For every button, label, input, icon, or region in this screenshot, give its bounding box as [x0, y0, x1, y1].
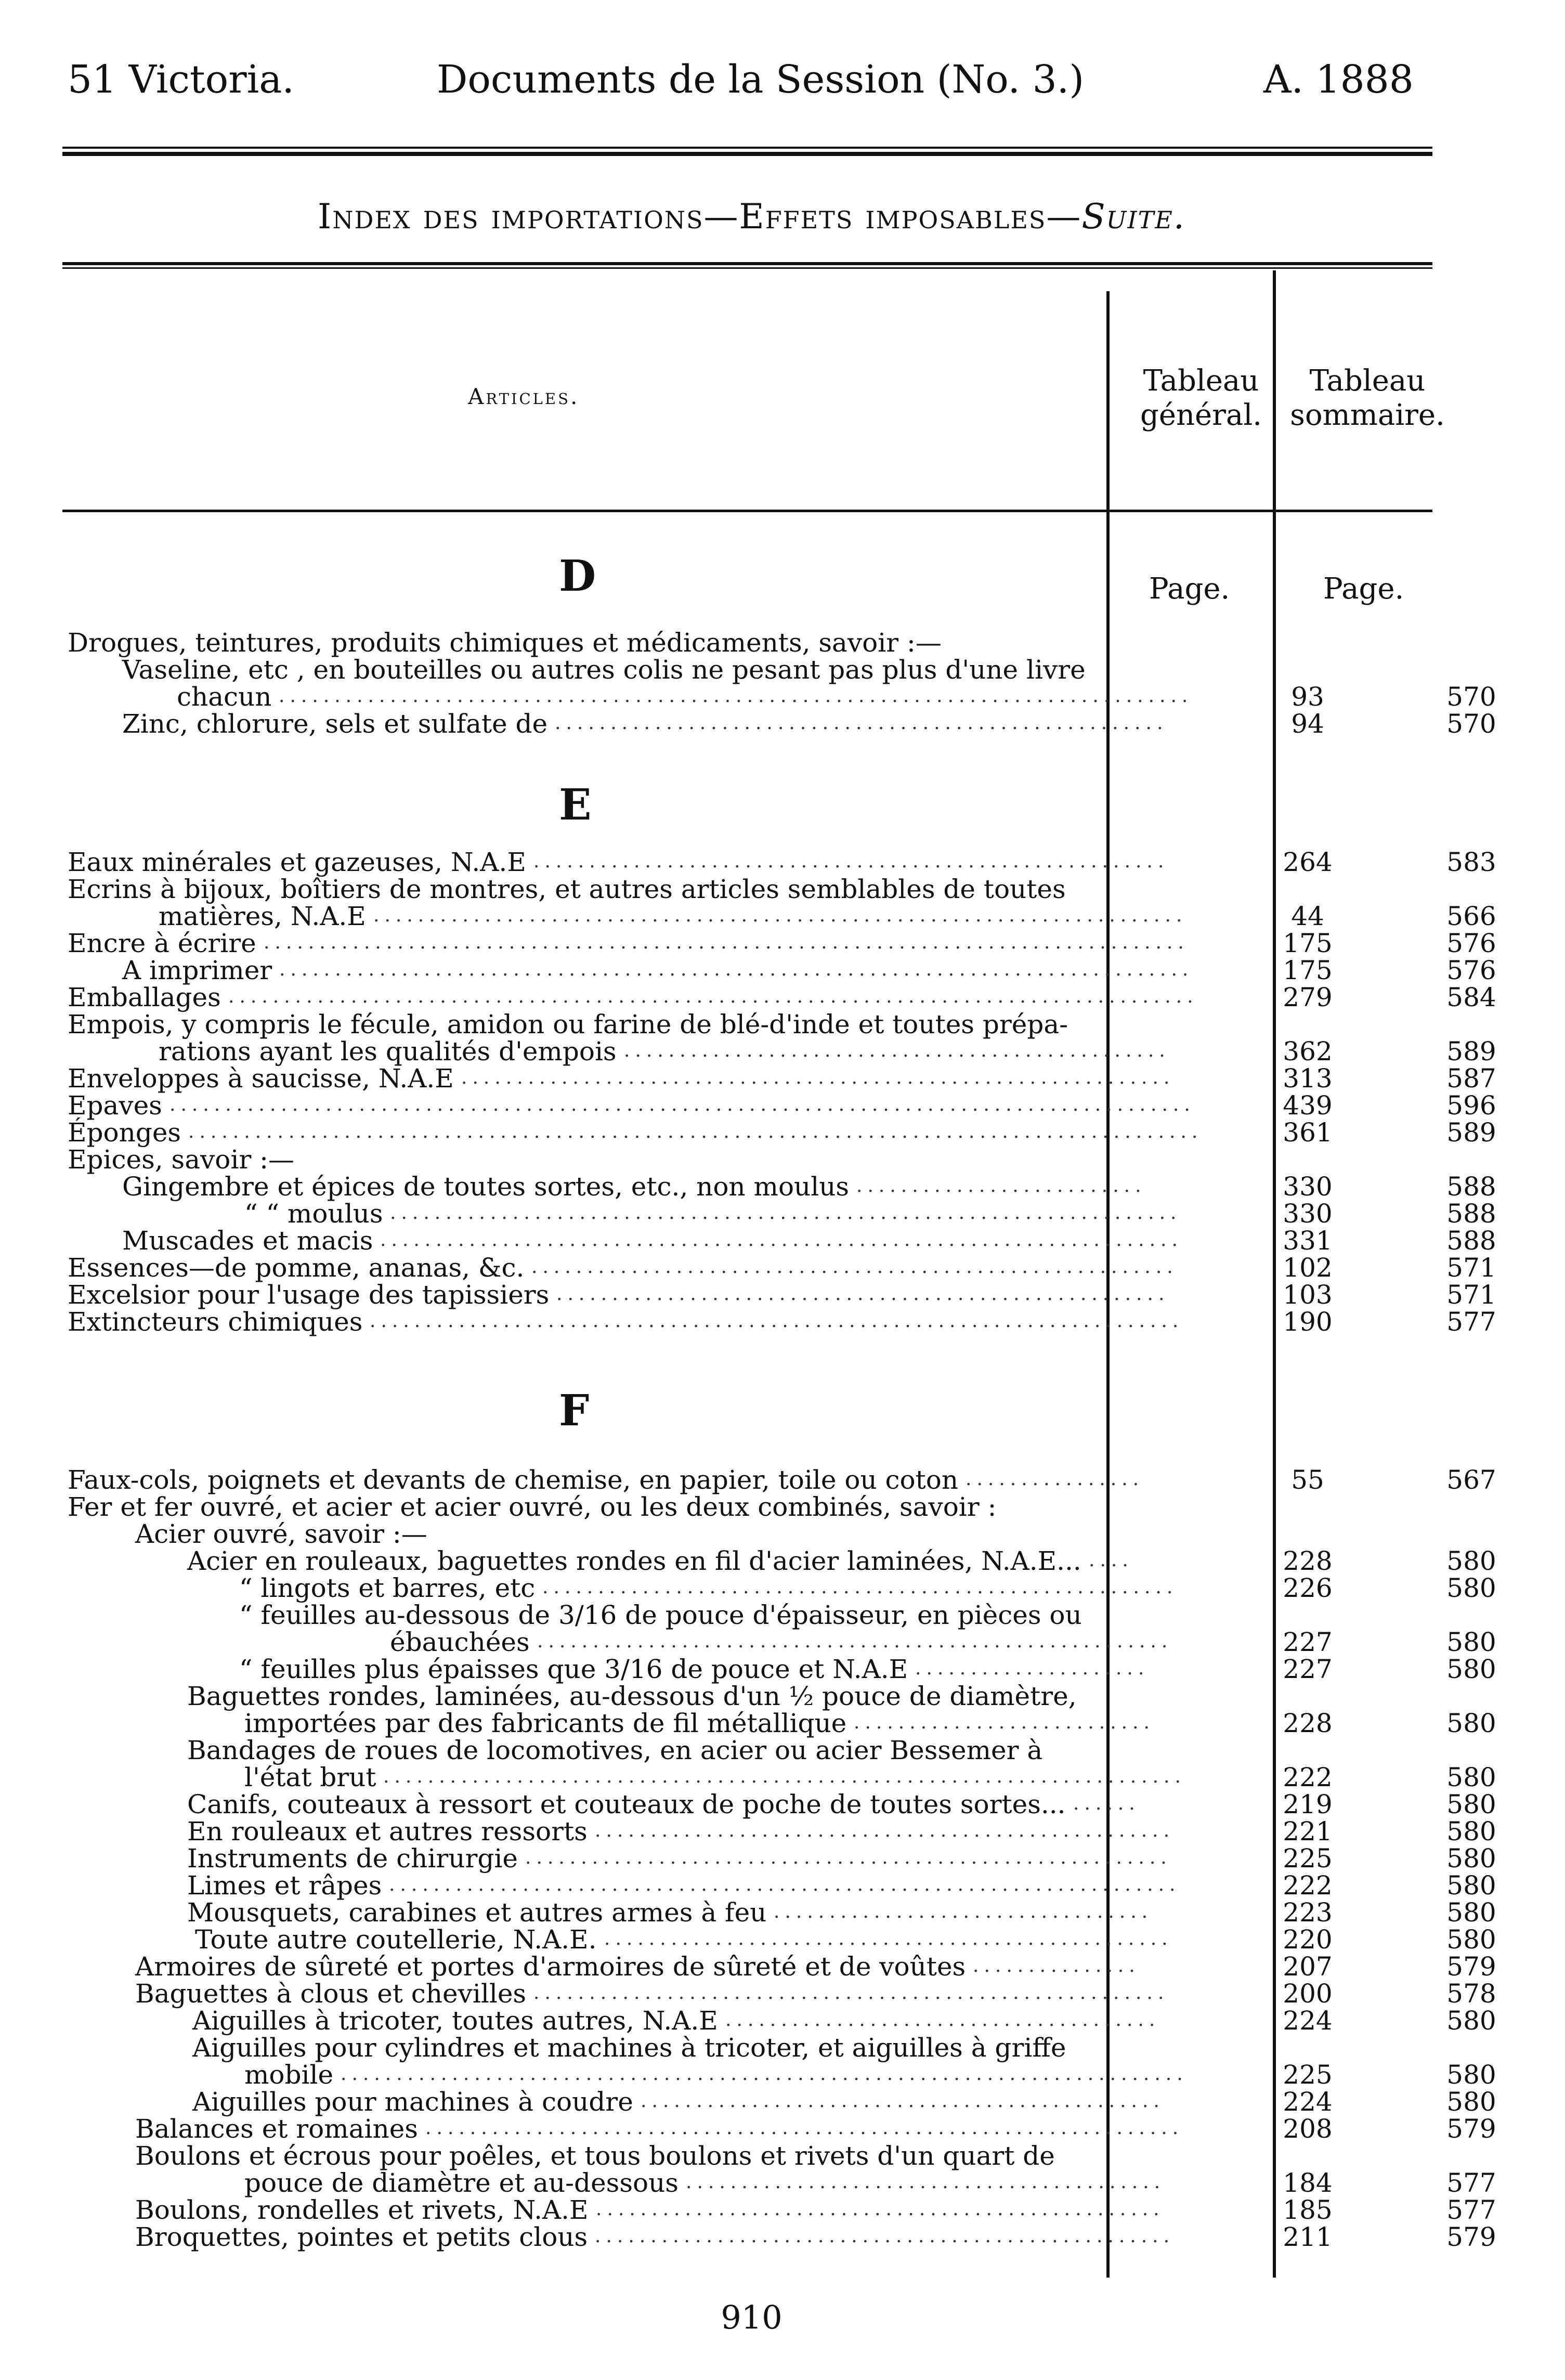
- summary-page-number: 584: [1446, 982, 1496, 1012]
- leader-dots: ........................................................................: [380, 1229, 1183, 1251]
- general-page-number: 221: [1283, 1816, 1333, 1846]
- index-entry-row: [68, 1281, 1513, 1308]
- title-main: Index des importations—Effets imposables—: [318, 197, 1082, 237]
- general-page-number: 228: [1283, 1546, 1333, 1576]
- general-page-number: 264: [1283, 847, 1333, 877]
- index-entry-row: [68, 1899, 1513, 1926]
- page-number: 910: [721, 2298, 782, 2336]
- index-entry-row: [68, 1872, 1513, 1899]
- entry-text: matières, N.A.E: [159, 901, 366, 931]
- general-page-number: 279: [1283, 982, 1333, 1012]
- index-entry-row: [68, 1791, 1513, 1818]
- leader-dots: ....................................................................: [425, 2117, 1184, 2139]
- index-entry-row: [68, 2088, 1513, 2115]
- general-page-number: 184: [1283, 2168, 1333, 2198]
- entry-text: importées par des fabricants de fil métallique: [244, 1708, 847, 1738]
- summary-page-number: 588: [1446, 1226, 1496, 1256]
- index-entry-row: [68, 2007, 1513, 2034]
- title-suffix: Suite.: [1081, 197, 1185, 237]
- general-page-number: 226: [1283, 1573, 1333, 1603]
- general-page-number: 190: [1283, 1307, 1333, 1337]
- leader-dots: ...........................................................................................: [188, 1121, 1203, 1142]
- entry-text: pouce de diamètre et au-dessous: [244, 2168, 679, 2198]
- leader-dots: ............................................................................: [341, 2063, 1188, 2085]
- summary-page-number: 576: [1446, 928, 1496, 958]
- entry-text: Extincteurs chimiques: [68, 1307, 363, 1337]
- leader-dots: .......................................................: [555, 712, 1168, 734]
- summary-page-number: 580: [1446, 1897, 1496, 1928]
- summary-page-number: 570: [1446, 682, 1496, 712]
- leader-dots: .........................................................................: [373, 905, 1188, 926]
- general-page-number: 55: [1291, 1465, 1324, 1495]
- summary-page-number: 571: [1446, 1280, 1496, 1310]
- summary-page-number: 576: [1446, 955, 1496, 985]
- general-page-number: 102: [1283, 1253, 1333, 1283]
- index-entry-row: [68, 1065, 1513, 1092]
- general-page-number: 313: [1283, 1063, 1333, 1094]
- general-page-number: 208: [1283, 2114, 1333, 2144]
- entry-text: “ “ moulus: [244, 1199, 383, 1229]
- entry-text: Aiguilles pour cylindres et machines à tricoter, et aiguilles à griffe: [192, 2033, 1066, 2063]
- summary-table-header: [1279, 364, 1456, 433]
- entry-text: Toute autre coutellerie, N.A.E.: [195, 1924, 597, 1955]
- summary-page-number: 579: [1446, 1952, 1496, 1982]
- leader-dots: ..................................: [774, 1901, 1153, 1922]
- summary-page-number: 580: [1446, 1627, 1496, 1657]
- general-page-number: 93: [1291, 682, 1324, 712]
- summary-page-number: 580: [1446, 2060, 1496, 2090]
- general-page-number: 225: [1283, 2060, 1333, 2090]
- title-rule-top: [62, 262, 1432, 265]
- header-rule-bottom: [62, 152, 1432, 156]
- index-entry-row: [68, 656, 1513, 683]
- leader-dots: .........................................................: [537, 1631, 1173, 1652]
- leader-dots: ...............................................: [641, 2090, 1165, 2112]
- index-entry-row: [68, 957, 1513, 984]
- summary-page-number: 587: [1446, 1063, 1496, 1094]
- summary-page-number: 577: [1446, 2168, 1496, 2198]
- leader-dots: ................................................................: [461, 1067, 1175, 1088]
- summary-page-number: 577: [1446, 2195, 1496, 2225]
- general-page-label: Page.: [1149, 572, 1230, 606]
- leader-dots: .......................................................................................: [228, 986, 1198, 1007]
- general-page-number: 175: [1283, 955, 1333, 985]
- summary-page-number: 589: [1446, 1036, 1496, 1067]
- index-entry-row: [68, 1466, 1513, 1493]
- entry-text: Muscades et macis: [122, 1226, 373, 1256]
- summary-page-number: 579: [1446, 2114, 1496, 2144]
- running-header: [0, 56, 1503, 103]
- index-entry-row: [68, 1980, 1513, 2007]
- entry-text: rations ayant les qualités d'empois: [159, 1036, 617, 1067]
- entry-text: Mousquets, carabines et autres armes à feu: [187, 1897, 767, 1928]
- general-page-number: 103: [1283, 1280, 1333, 1310]
- summary-page-number: 567: [1446, 1465, 1496, 1495]
- general-page-number: 227: [1283, 1654, 1333, 1684]
- entry-text: Broquettes, pointes et petits clous: [135, 2222, 588, 2252]
- summary-page-number: 580: [1446, 1870, 1496, 1901]
- entry-text: Canifs, couteaux à ressort et couteaux de poche de toutes sortes...: [187, 1789, 1066, 1819]
- leader-dots: ...................................................: [596, 2199, 1165, 2220]
- summary-page-number: 580: [1446, 1546, 1496, 1576]
- leader-dots: ....: [1089, 1550, 1133, 1571]
- general-page-number: 200: [1283, 1979, 1333, 2009]
- entry-text: chacun: [177, 682, 272, 712]
- general-header-line2: général.: [1140, 398, 1262, 432]
- index-entry-row: [68, 930, 1513, 957]
- leader-dots: .......................................................................: [389, 1874, 1181, 1895]
- leader-dots: ...........................................: [686, 2171, 1166, 2193]
- general-page-number: 331: [1283, 1226, 1333, 1256]
- general-page-number: 228: [1283, 1708, 1333, 1738]
- summary-page-number: 578: [1446, 1979, 1496, 2009]
- general-page-number: 227: [1283, 1627, 1333, 1657]
- entry-text: “ feuilles plus épaisses que 3/16 de pouce et N.A.E: [239, 1654, 908, 1684]
- entry-text: Drogues, teintures, produits chimiques et médicaments, savoir :—: [68, 628, 942, 658]
- index-entry-row: [68, 2223, 1513, 2251]
- entry-text: Ecrins à bijoux, boîtiers de montres, et autres articles semblables de toutes: [68, 874, 1066, 904]
- leader-dots: ...........................: [854, 1712, 1155, 1733]
- entry-text: Éponges: [68, 1117, 181, 1148]
- entry-text: Baguettes rondes, laminées, au-dessous d'un ½ pouce de diamètre,: [187, 1681, 1077, 1711]
- entry-text: Excelsior pour l'usage des tapissiers: [68, 1280, 550, 1310]
- general-page-number: 175: [1283, 928, 1333, 958]
- index-entry-row: [68, 1818, 1513, 1845]
- entry-text: Bandages de roues de locomotives, en acier ou acier Bessemer à: [187, 1735, 1043, 1765]
- summary-page-number: 588: [1446, 1172, 1496, 1202]
- articles-column-header: Articles.: [468, 384, 580, 409]
- general-page-number: 439: [1283, 1090, 1333, 1121]
- general-header-line1: Tableau: [1143, 364, 1259, 398]
- summary-page-number: 596: [1446, 1090, 1496, 1121]
- leader-dots: ..........................................................: [525, 1847, 1172, 1868]
- general-page-number: 211: [1283, 2222, 1333, 2252]
- leader-dots: ........................................................................: [383, 1766, 1186, 1787]
- section-letter-f: F: [559, 1386, 590, 1436]
- entry-text: Aiguilles pour machines à coudre: [192, 2087, 633, 2117]
- entry-text: Essences—de pomme, ananas, &c.: [68, 1253, 525, 1283]
- leader-dots: ................: [966, 1468, 1144, 1490]
- leader-dots: .......................................: [725, 2009, 1160, 2031]
- index-entry-row: [68, 1092, 1513, 1119]
- general-page-number: 220: [1283, 1924, 1333, 1955]
- summary-page-number: 580: [1446, 1816, 1496, 1846]
- leader-dots: .........................................................: [533, 1982, 1169, 2004]
- index-entry-row: [68, 1146, 1513, 1173]
- summary-page-number: 580: [1446, 1762, 1496, 1792]
- entry-text: Boulons et écrous pour poêles, et tous boulons et rivets d'un quart de: [135, 2141, 1055, 2171]
- summary-page-number: 580: [1446, 1708, 1496, 1738]
- general-page-number: 361: [1283, 1117, 1333, 1148]
- leader-dots: ...................................................................................: [264, 932, 1189, 953]
- section-letter-d: D: [559, 551, 596, 601]
- entry-text: Baguettes à clous et chevilles: [135, 1979, 527, 2009]
- index-entry-row: [68, 1011, 1513, 1038]
- general-page-number: 362: [1283, 1036, 1333, 1067]
- index-entry-row: [68, 2061, 1513, 2088]
- entry-text: mobile: [244, 2060, 334, 2090]
- summary-page-number: 580: [1446, 1573, 1496, 1603]
- summary-page-label: Page.: [1323, 572, 1404, 606]
- column-header-rule: [62, 510, 1432, 512]
- index-entry-row: [68, 2034, 1513, 2061]
- index-entry-row: [68, 849, 1513, 876]
- index-entry-row: [68, 1520, 1513, 1547]
- summary-page-number: 566: [1446, 901, 1496, 931]
- header-year: A. 1888: [1263, 57, 1414, 102]
- index-entry-row: [68, 1737, 1513, 1764]
- index-entry-row: [68, 1575, 1513, 1602]
- general-page-number: 222: [1283, 1870, 1333, 1901]
- summary-header-line1: Tableau: [1309, 364, 1426, 398]
- general-page-number: 44: [1291, 901, 1324, 931]
- entry-text: Gingembre et épices de toutes sortes, etc., non moulus: [122, 1172, 850, 1202]
- index-entry-row: [68, 1656, 1513, 1683]
- index-entry-row: [68, 2142, 1513, 2169]
- index-entry-row: [68, 1227, 1513, 1254]
- index-entry-row: [68, 1173, 1513, 1200]
- index-entry-row: [68, 1308, 1513, 1335]
- summary-page-number: 583: [1446, 847, 1496, 877]
- index-entry-row: [68, 1493, 1513, 1520]
- general-page-number: 225: [1283, 1843, 1333, 1874]
- summary-page-number: 577: [1446, 1307, 1496, 1337]
- leader-dots: .................................................: [624, 1040, 1170, 1061]
- index-entry-row: [68, 1683, 1513, 1710]
- entry-text: Boulons, rondelles et rivets, N.A.E: [135, 2195, 589, 2225]
- summary-header-line2: sommaire.: [1290, 398, 1445, 432]
- entry-text: l'état brut: [244, 1762, 376, 1792]
- entry-text: En rouleaux et autres ressorts: [187, 1816, 588, 1846]
- general-page-number: 207: [1283, 1952, 1333, 1982]
- general-page-number: 223: [1283, 1897, 1333, 1928]
- index-entry-row: [68, 1710, 1513, 1737]
- index-entry-row: [68, 2115, 1513, 2142]
- summary-page-number: 580: [1446, 1924, 1496, 1955]
- index-entry-row: [68, 1119, 1513, 1146]
- summary-page-number: 580: [1446, 1654, 1496, 1684]
- entry-text: Acier en rouleaux, baguettes rondes en fil d'acier laminées, N.A.E...: [187, 1546, 1081, 1576]
- entry-text: Encre à écrire: [68, 928, 256, 958]
- leader-dots: ....................................................: [595, 2226, 1175, 2247]
- leader-dots: ..................................................................................: [279, 959, 1194, 980]
- header-rule-top: [62, 147, 1432, 149]
- entry-text: Fer et fer ouvré, et acier et acier ouvré, ou les deux combinés, savoir :: [68, 1492, 997, 1522]
- entry-text: Acier ouvré, savoir :—: [135, 1519, 427, 1549]
- general-page-number: 219: [1283, 1789, 1333, 1819]
- entry-text: “ feuilles au-dessous de 3/16 de pouce d'épaisseur, en pièces ou: [239, 1600, 1082, 1630]
- leader-dots: ...................................................: [604, 1928, 1173, 1949]
- index-entry-row: [68, 903, 1513, 930]
- index-entry-row: [68, 1764, 1513, 1791]
- index-entry-row: [68, 2169, 1513, 2196]
- general-page-number: 330: [1283, 1199, 1333, 1229]
- summary-page-number: 580: [1446, 1843, 1496, 1874]
- entry-text: Enveloppes à saucisse, N.A.E: [68, 1063, 454, 1094]
- index-entry-row: [68, 1845, 1513, 1872]
- entry-text: Armoires de sûreté et portes d'armoires de sûreté et de voûtes: [135, 1952, 966, 1982]
- header-session-left: 51 Victoria.: [68, 57, 294, 102]
- index-entry-row: [68, 1602, 1513, 1629]
- index-entry-row: [68, 1926, 1513, 1953]
- leader-dots: .........................................................: [542, 1577, 1178, 1598]
- leader-dots: .........................................................: [533, 851, 1169, 872]
- entry-text: Empois, y compris le fécule, amidon ou farine de blé-d'inde et toutes prépa-: [68, 1009, 1068, 1039]
- entry-text: Zinc, chlorure, sels et sulfate de: [122, 709, 548, 739]
- entry-text: Emballages: [68, 982, 221, 1012]
- leader-dots: .....................: [915, 1658, 1150, 1679]
- leader-dots: ..........................................................: [531, 1256, 1178, 1278]
- leader-dots: ..................................................................................: [279, 685, 1193, 707]
- general-page-number: 94: [1291, 709, 1324, 739]
- general-page-number: 224: [1283, 2006, 1333, 2036]
- leader-dots: ..........................: [856, 1175, 1146, 1196]
- summary-page-number: 580: [1446, 2087, 1496, 2117]
- entry-text: A imprimer: [122, 955, 272, 985]
- index-entry-row: [68, 1629, 1513, 1656]
- index-entry-row: [68, 1038, 1513, 1065]
- general-page-number: 185: [1283, 2195, 1333, 2225]
- leader-dots: .......................................................: [556, 1283, 1170, 1305]
- entry-text: Faux-cols, poignets et devants de chemise, en papier, toile ou coton: [68, 1465, 959, 1495]
- entry-text: Epaves: [68, 1090, 162, 1121]
- entry-text: ébauchées: [390, 1627, 530, 1657]
- header-document-title: Documents de la Session (No. 3.): [437, 57, 1085, 102]
- general-page-number: 224: [1283, 2087, 1333, 2117]
- summary-page-number: 571: [1446, 1253, 1496, 1283]
- summary-page-number: 580: [1446, 1789, 1496, 1819]
- index-entry-row: [68, 2196, 1513, 2223]
- index-entry-row: [68, 1547, 1513, 1575]
- index-entry-row: [68, 629, 1513, 656]
- entry-text: Vaseline, etc , en bouteilles ou autres colis ne pesant pas plus d'une livre: [122, 655, 1086, 685]
- leader-dots: ............................................................................................: [169, 1094, 1195, 1115]
- index-entry-row: [68, 710, 1513, 737]
- leader-dots: .......................................................................: [390, 1202, 1182, 1224]
- entry-text: Aiguilles à tricoter, toutes autres, N.A.E: [192, 2006, 718, 2036]
- general-page-number: 330: [1283, 1172, 1333, 1202]
- leader-dots: .........................................................................: [370, 1310, 1184, 1332]
- entry-text: Balances et romaines: [135, 2114, 418, 2144]
- leader-dots: ......: [1073, 1793, 1140, 1814]
- title-rule-bottom: [62, 267, 1432, 269]
- index-entry-row: [68, 683, 1513, 710]
- summary-page-number: 580: [1446, 2006, 1496, 2036]
- index-entry-row: [68, 984, 1513, 1011]
- general-table-header: [1118, 364, 1284, 433]
- entry-text: Eaux minérales et gazeuses, N.A.E: [68, 847, 526, 877]
- summary-page-number: 588: [1446, 1199, 1496, 1229]
- entry-text: Instruments de chirurgie: [187, 1843, 518, 1874]
- leader-dots: ....................................................: [595, 1820, 1175, 1841]
- entry-text: Limes et râpes: [187, 1870, 382, 1901]
- index-entry-row: [68, 876, 1513, 903]
- leader-dots: ...............: [973, 1955, 1140, 1976]
- section-letter-e: E: [559, 780, 592, 830]
- entry-text: “ lingots et barres, etc: [239, 1573, 536, 1603]
- entry-text: Epices, savoir :—: [68, 1145, 294, 1175]
- index-entry-row: [68, 1953, 1513, 1980]
- summary-page-number: 589: [1446, 1117, 1496, 1148]
- index-entry-row: [68, 1200, 1513, 1227]
- page-title: [0, 197, 1503, 237]
- summary-page-number: 570: [1446, 709, 1496, 739]
- general-page-number: 222: [1283, 1762, 1333, 1792]
- index-entry-row: [68, 1254, 1513, 1281]
- summary-page-number: 579: [1446, 2222, 1496, 2252]
